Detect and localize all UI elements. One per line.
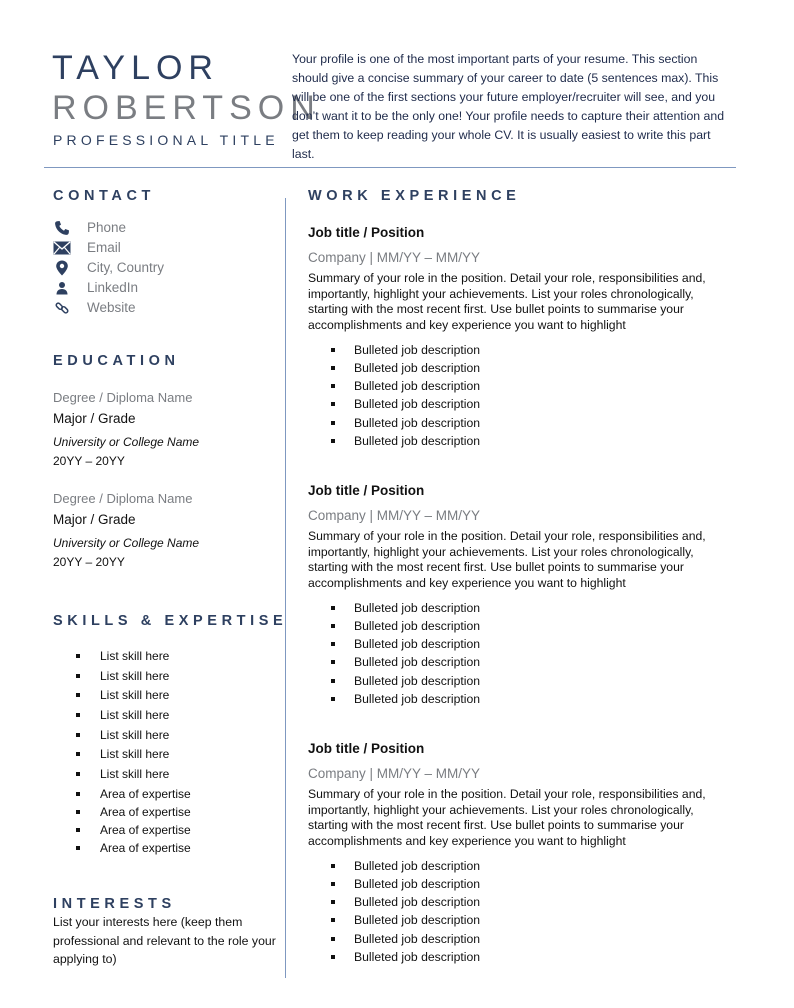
bullet-icon — [76, 674, 80, 678]
first-name: TAYLOR — [52, 49, 219, 87]
contact-label: LinkedIn — [87, 280, 139, 295]
bullet-icon — [331, 937, 335, 941]
bullet-icon — [331, 679, 335, 683]
education-major: Major / Grade — [53, 512, 136, 527]
bullet-icon — [331, 882, 335, 886]
education-degree: Degree / Diploma Name — [53, 491, 193, 506]
profile-summary: Your profile is one of the most important parts of your resume. This section should give a concise summary of your career to date (5 sentences max). This will be one of the first sections your future employer/recruiter will see, and you don’t want it to be the only one! Your profile needs to capture their attention and get them to keep reading your whole CV. It is usually easiest to write this part last. — [292, 52, 725, 161]
education-major: Major / Grade — [53, 411, 136, 426]
job-title: Job title / Position — [308, 483, 425, 498]
bullet-icon — [76, 654, 80, 658]
bullet-icon — [331, 402, 335, 406]
bullet-icon — [331, 660, 335, 664]
bullet-icon — [76, 846, 80, 850]
bullet-icon — [331, 624, 335, 628]
contact-label: City, Country — [87, 260, 165, 275]
bullet-icon — [331, 439, 335, 443]
envelope-icon — [53, 239, 71, 257]
bullet-icon — [331, 606, 335, 610]
contact-website[interactable] — [53, 299, 136, 317]
contact-label: Phone — [87, 220, 127, 235]
bullet-icon — [76, 828, 80, 832]
job-title: Job title / Position — [308, 741, 425, 756]
bullet-icon — [76, 792, 80, 796]
job-company-dates: Company | MM/YY – MM/YY — [308, 250, 481, 265]
bullet-icon — [76, 733, 80, 737]
bullet-icon — [331, 366, 335, 370]
bullet-icon — [331, 348, 335, 352]
bullet-icon — [331, 421, 335, 425]
bullet-icon — [331, 697, 335, 701]
bullet-icon — [76, 713, 80, 717]
job-summary: Summary of your role in the position. Detail your role, responsibilities and, importantly, highlight your achievements. List your roles chronologically, starting with the most recent first. Use bullet points to summarise your accomplishments and key experience you want to highlight — [308, 787, 706, 848]
contact-email[interactable] — [53, 239, 121, 257]
column-divider — [285, 198, 286, 978]
last-name: ROBERTSON — [52, 89, 321, 127]
education-heading: EDUCATION — [53, 353, 180, 369]
bullet-icon — [331, 864, 335, 868]
education-university: University or College Name — [53, 536, 200, 550]
education-years: 20YY – 20YY — [53, 555, 125, 569]
job-summary: Summary of your role in the position. Detail your role, responsibilities and, importantly, highlight your achievements. List your roles chronologically, starting with the most recent first. Use bullet points to summarise your accomplishments and key experience you want to highlight — [308, 271, 706, 332]
education-university: University or College Name — [53, 435, 200, 449]
interests-heading: INTERESTS — [53, 896, 176, 912]
contact-location — [53, 259, 165, 277]
contact-label: Website — [87, 300, 136, 315]
contact-linkedin[interactable] — [53, 279, 139, 297]
work-experience-heading: WORK EXPERIENCE — [308, 188, 521, 204]
skills-heading: SKILLS & EXPERTISE — [53, 613, 288, 629]
bullet-icon — [76, 752, 80, 756]
bullet-icon — [331, 642, 335, 646]
job-summary: Summary of your role in the position. Detail your role, responsibilities and, importantly, highlight your achievements. List your roles chronologically, starting with the most recent first. Use bullet points to summarise your accomplishments and key experience you want to highlight — [308, 529, 706, 590]
header-divider — [44, 167, 736, 168]
bullet-icon — [76, 693, 80, 697]
education-years: 20YY – 20YY — [53, 454, 125, 468]
professional-title: PROFESSIONAL TITLE — [53, 132, 279, 148]
bullet-icon — [331, 918, 335, 922]
contact-label: Email — [87, 240, 121, 255]
bullet-icon — [331, 955, 335, 959]
job-title: Job title / Position — [308, 225, 425, 240]
interests-text: List your interests here (keep them professional and relevant to the role your applying to) — [53, 915, 276, 966]
job-company-dates: Company | MM/YY – MM/YY — [308, 766, 481, 781]
bullet-icon — [76, 810, 80, 814]
bullet-icon — [331, 900, 335, 904]
job-company-dates: Company | MM/YY – MM/YY — [308, 508, 481, 523]
bullet-icon — [331, 384, 335, 388]
link-icon — [53, 299, 71, 317]
bullet-icon — [76, 772, 80, 776]
education-degree: Degree / Diploma Name — [53, 390, 193, 405]
map-pin-icon — [53, 259, 71, 277]
linkedin-person-icon — [53, 279, 71, 297]
phone-icon — [53, 219, 71, 237]
contact-phone[interactable] — [53, 219, 127, 237]
contact-heading: CONTACT — [53, 188, 156, 204]
